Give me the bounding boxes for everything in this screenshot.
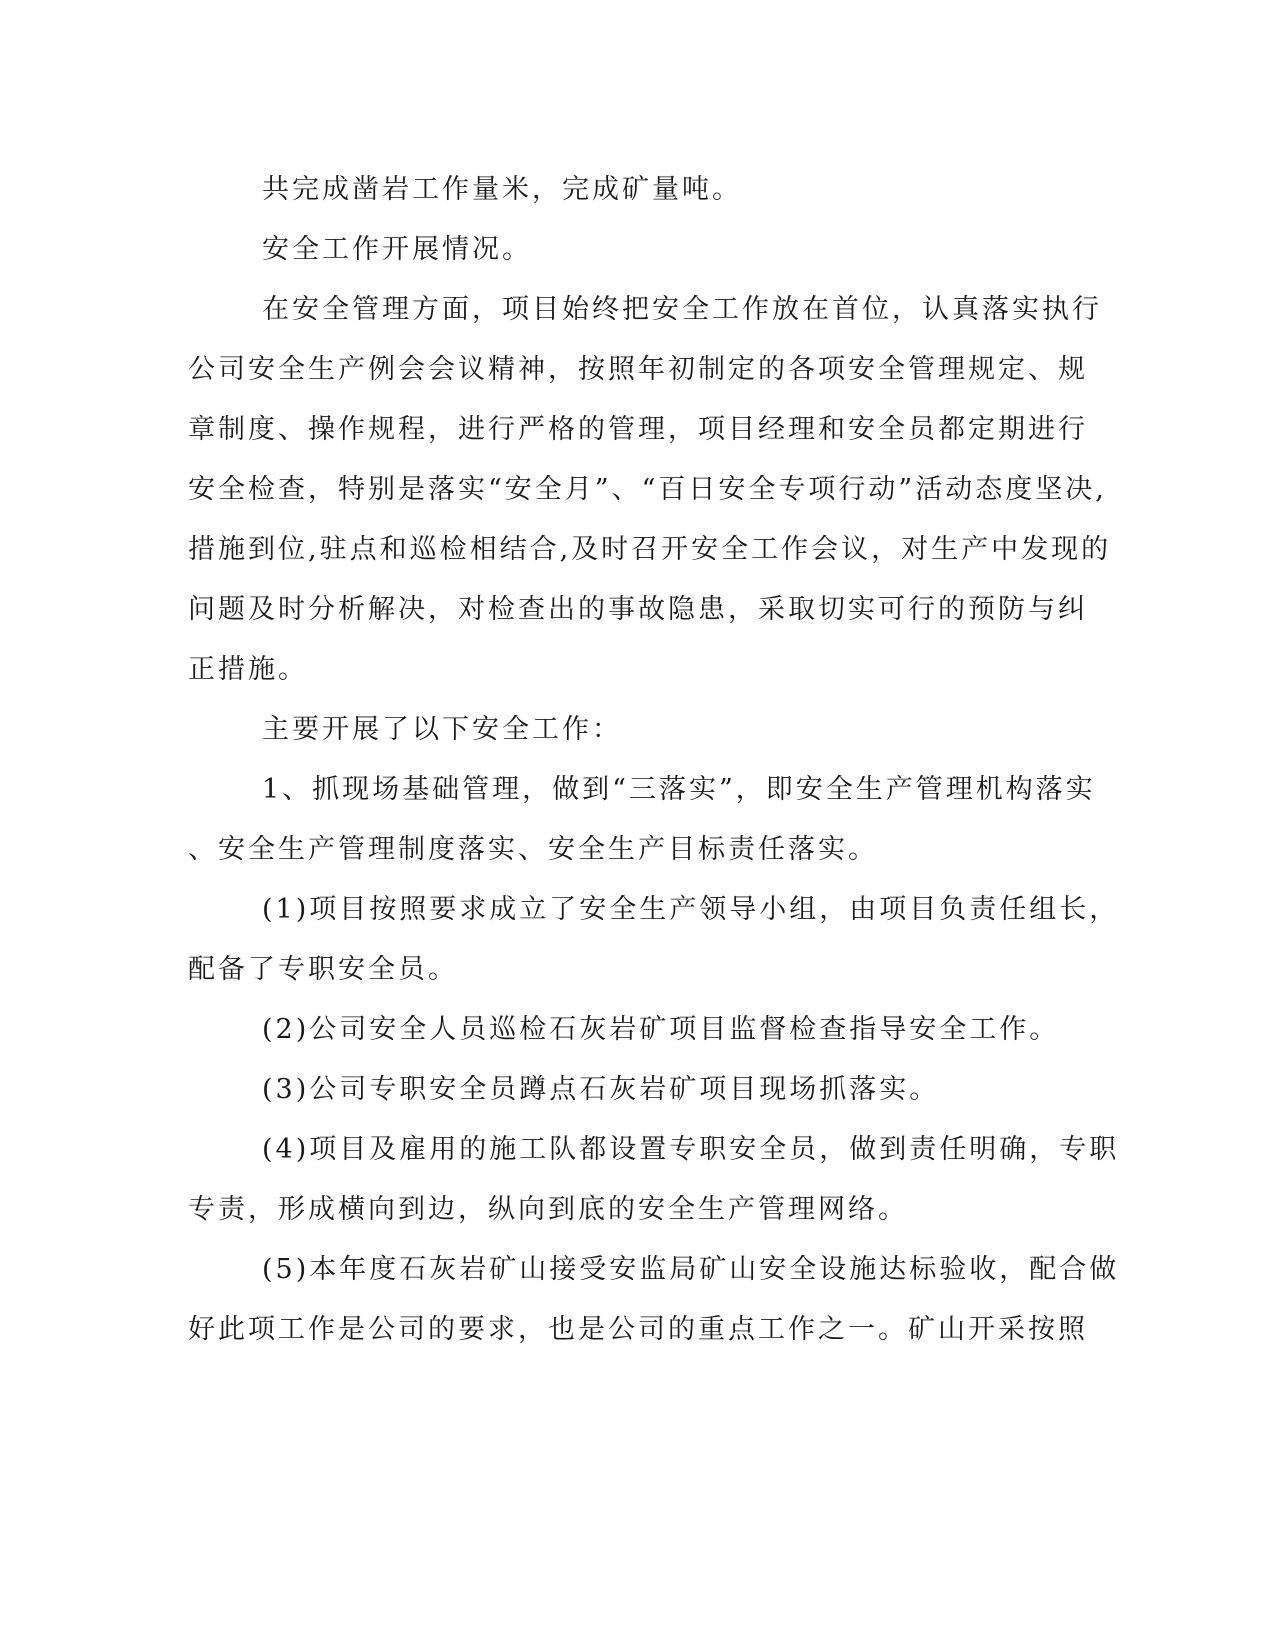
- text-line: 正措施。: [188, 654, 308, 685]
- text-line: (5)本年度石灰岩矿山接受安监局矿山安全设施达标验收，配合做: [262, 1254, 1120, 1285]
- text-line: 在安全管理方面，项目始终把安全工作放在首位，认真落实执行: [262, 294, 1102, 325]
- text-line: 专责，形成横向到边，纵向到底的安全生产管理网络。: [188, 1194, 908, 1225]
- text-line: (3)公司专职安全员蹲点石灰岩矿项目现场抓落实。: [262, 1074, 940, 1105]
- text-line: 好此项工作是公司的要求，也是公司的重点工作之一。矿山开采按照: [188, 1314, 1088, 1345]
- text-line: (2)公司安全人员巡检石灰岩矿项目监督检查指导安全工作。: [262, 1014, 1060, 1045]
- text-line: 安全检查，特别是落实“安全月”、“百日安全专项行动”活动态度坚决,: [188, 474, 1107, 505]
- body-text: [188, 160, 1120, 1360]
- text-line: 问题及时分析解决，对检查出的事故隐患，采取切实可行的预防与纠: [188, 594, 1088, 625]
- text-line: 共完成凿岩工作量米，完成矿量吨。: [262, 174, 742, 205]
- text-line: 配备了专职安全员。: [188, 954, 458, 985]
- text-line: (1)项目按照要求成立了安全生产领导小组，由项目负责任组长，: [262, 894, 1120, 925]
- text-line: 措施到位,驻点和巡检相结合,及时召开安全工作会议，对生产中发现的: [188, 534, 1112, 565]
- text-line: 安全工作开展情况。: [262, 234, 532, 265]
- text-line: 1、抓现场基础管理，做到“三落实”，即安全生产管理机构落实: [262, 774, 1096, 805]
- text-line: 章制度、操作规程，进行严格的管理，项目经理和安全员都定期进行: [188, 414, 1088, 445]
- text-line: 、安全生产管理制度落实、安全生产目标责任落实。: [188, 834, 878, 865]
- text-line: 公司安全生产例会会议精神，按照年初制定的各项安全管理规定、规: [188, 354, 1088, 385]
- text-line: 主要开展了以下安全工作：: [262, 714, 622, 745]
- text-line: (4)项目及雇用的施工队都设置专职安全员，做到责任明确，专职: [262, 1134, 1120, 1165]
